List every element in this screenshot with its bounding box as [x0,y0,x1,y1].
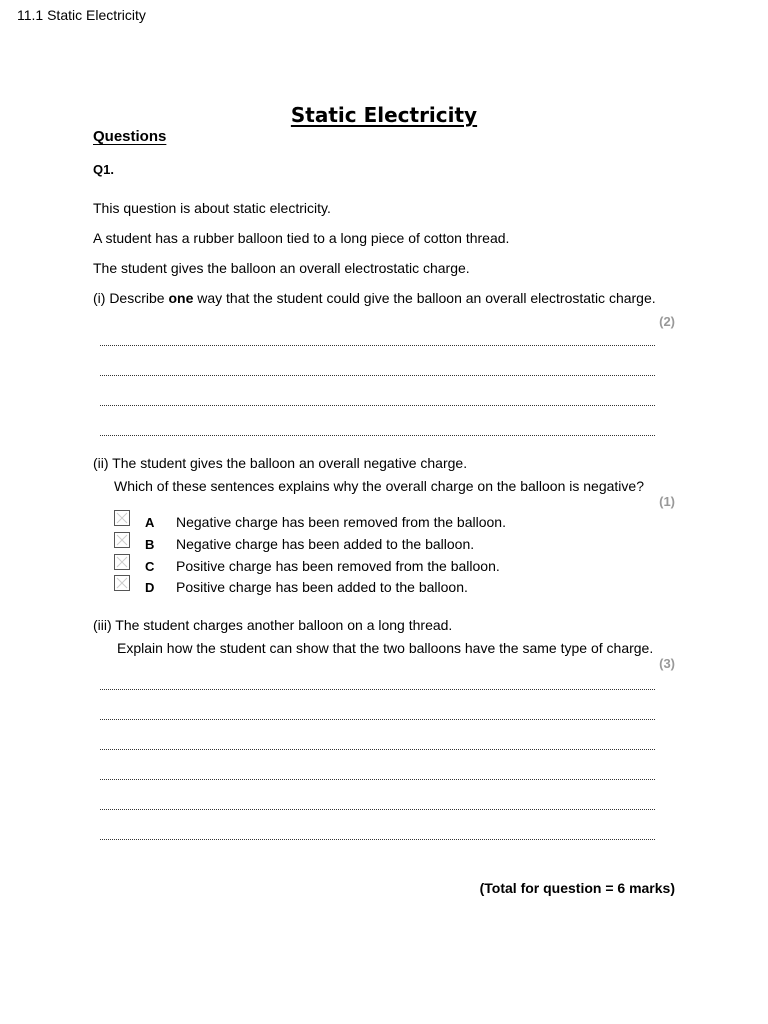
checkbox-cross-icon [115,576,129,590]
answer-line-i-4[interactable] [100,435,655,436]
option-c-text: Positive charge has been removed from the balloon. [176,558,500,574]
section-label: 11.1 Static Electricity [17,7,146,23]
part-i-prefix: (i) Describe [93,290,169,306]
part-ii-prompt: (ii) The student gives the balloon an overall negative charge. [93,455,468,471]
answer-line-iii-6[interactable] [100,839,655,840]
page-title: Static Electricity [290,103,478,127]
checkbox-cross-icon [115,533,129,547]
total-marks: (Total for question = 6 marks) [479,880,675,896]
part-ii-marks: (1) [659,494,675,509]
answer-line-iii-4[interactable] [100,779,655,780]
option-d-letter: D [145,580,155,595]
part-ii-question: Which of these sentences explains why the overall charge on the balloon is negative? [114,478,644,494]
intro-text-1: This question is about static electricity. [93,200,331,216]
part-iii-marks: (3) [659,656,675,671]
option-b-letter: B [145,537,155,552]
part-iii-question: Explain how the student can show that the two balloons have the same type of charge. [117,640,654,656]
option-d-checkbox[interactable] [114,575,130,591]
option-c-letter: C [145,559,155,574]
answer-line-iii-3[interactable] [100,749,655,750]
answer-line-i-1[interactable] [100,345,655,346]
option-a-text: Negative charge has been removed from the balloon. [176,514,506,530]
option-d-text: Positive charge has been added to the balloon. [176,579,468,595]
part-iii-prompt: (iii) The student charges another balloon on a long thread. [93,617,453,633]
option-a-letter: A [145,515,155,530]
question-number: Q1. [93,162,114,177]
checkbox-cross-icon [115,555,129,569]
answer-line-i-2[interactable] [100,375,655,376]
part-i-prompt [93,290,656,306]
part-i-suffix: way that the student could give the balloon an overall electrostatic charge. [193,290,656,306]
checkbox-cross-icon [115,511,129,525]
part-i-emphasis: one [168,290,194,306]
option-b-checkbox[interactable] [114,532,130,548]
option-c-checkbox[interactable] [114,554,130,570]
intro-text-3: The student gives the balloon an overall electrostatic charge. [93,260,470,276]
answer-line-i-3[interactable] [100,405,655,406]
answer-line-iii-5[interactable] [100,809,655,810]
part-i-marks: (2) [659,314,675,329]
intro-text-2: A student has a rubber balloon tied to a long piece of cotton thread. [93,230,510,246]
answer-line-iii-1[interactable] [100,689,655,690]
section-heading: Questions [93,128,167,145]
option-a-checkbox[interactable] [114,510,130,526]
answer-line-iii-2[interactable] [100,719,655,720]
option-b-text: Negative charge has been added to the balloon. [176,536,475,552]
